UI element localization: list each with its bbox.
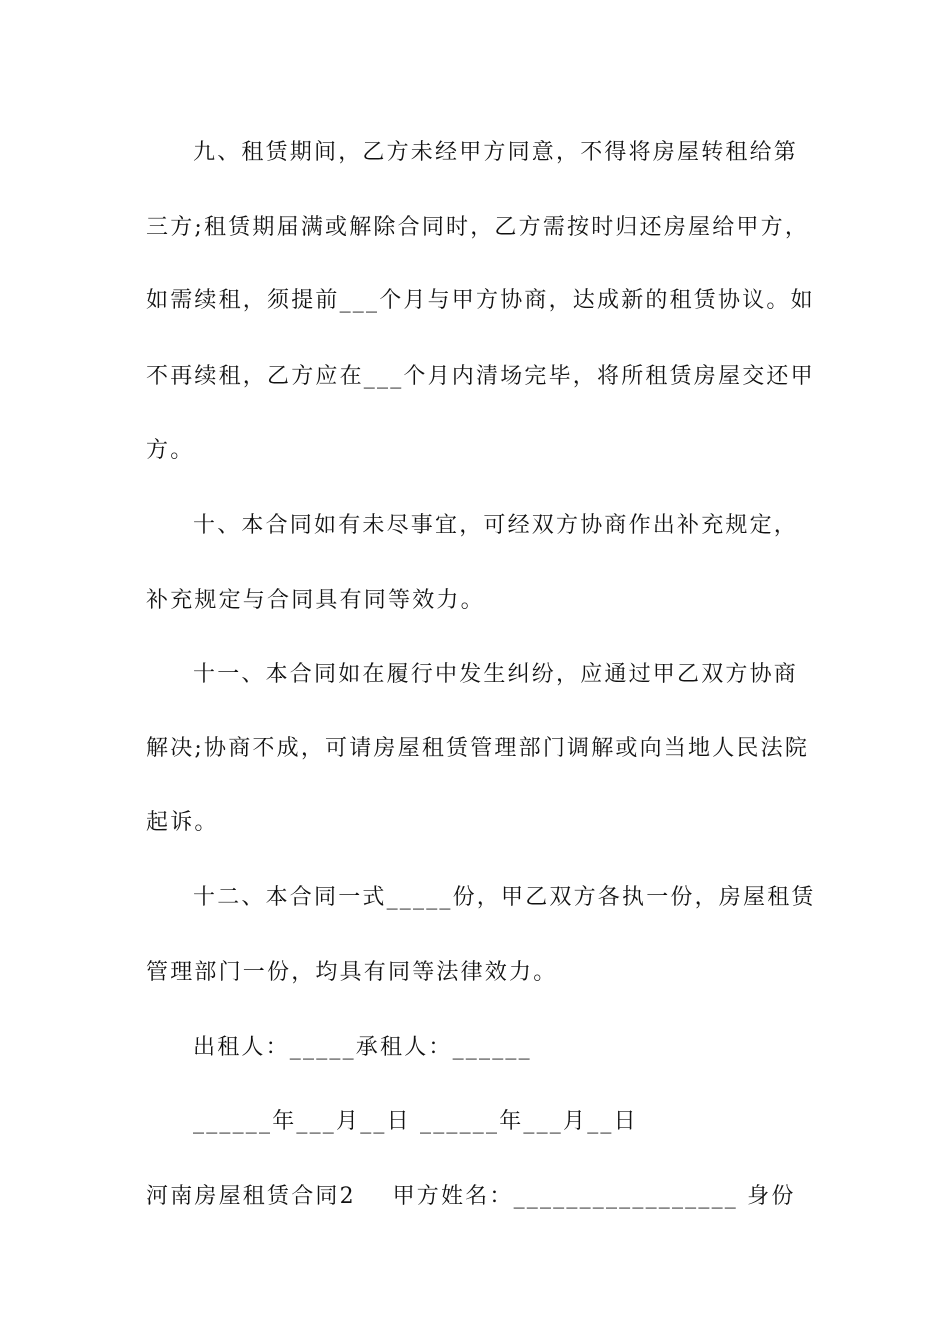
next-contract-heading-line: 河南房屋租赁合同2 甲方姓名：_________________ 身份 <box>146 1184 796 1209</box>
clause-9-line-2: 三方;租赁期届满或解除合同时，乙方需按时归还房屋给甲方， <box>146 215 810 240</box>
clause-12-line-2: 管理部门一份，均具有同等法律效力。 <box>146 960 558 985</box>
clause-9-line-4: 不再续租，乙方应在___个月内清场完毕，将所租赁房屋交还甲 <box>146 364 815 389</box>
clause-9-line-3: 如需续租，须提前___个月与甲方协商，达成新的租赁协议。如 <box>146 288 815 313</box>
clause-9-line-1: 九、租赁期间，乙方未经甲方同意，不得将房屋转租给第 <box>193 140 799 165</box>
signature-parties-line: 出租人：_____承租人：______ <box>193 1035 532 1060</box>
clause-11-line-3: 起诉。 <box>146 810 219 835</box>
clause-11-line-2: 解决;协商不成，可请房屋租赁管理部门调解或向当地人民法院 <box>146 736 810 761</box>
clause-10-line-1: 十、本合同如有未尽事宜，可经双方协商作出补充规定， <box>193 513 799 538</box>
clause-12-line-1: 十二、本合同一式_____份，甲乙双方各执一份，房屋租赁 <box>193 885 816 910</box>
clause-9-line-5: 方。 <box>146 438 195 463</box>
clause-11-line-1: 十一、本合同如在履行中发生纠纷，应通过甲乙双方协商 <box>193 662 799 687</box>
signature-date-line: ______年___月__日 ______年___月__日 <box>193 1109 638 1134</box>
clause-10-line-2: 补充规定与合同具有同等效力。 <box>146 588 485 613</box>
